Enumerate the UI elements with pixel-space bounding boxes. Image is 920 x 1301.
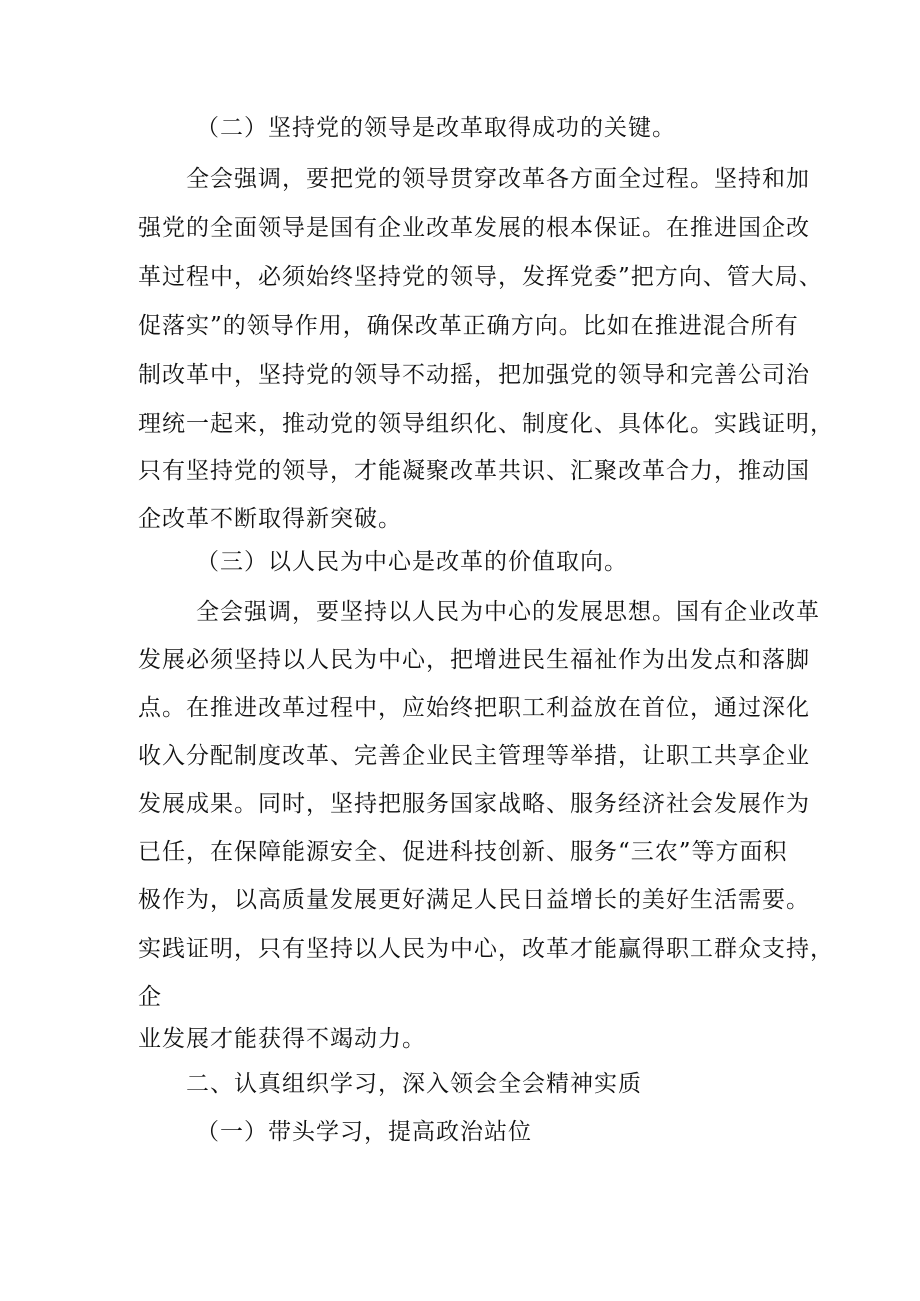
paragraph-line: 促落实”的领导作用，确保改革正确方向。比如在推进混合所有: [138, 313, 799, 339]
paragraph-line: 只有坚持党的领导，才能凝聚改革共识、汇聚改革合力，推动国: [138, 458, 810, 484]
paragraph-line: 发展必须坚持以人民为中心，把增进民生福祉作为出发点和落脚: [138, 647, 810, 673]
paragraph-line: 全会强调，要坚持以人民为中心的发展思想。国有企业改革: [196, 599, 820, 625]
paragraph-line: 收入分配制度改革、完善企业民主管理等举措，让职工共享企业: [138, 743, 810, 769]
paragraph-line: 实践证明，只有坚持以人民为中心，改革才能赢得职工群众支持，: [138, 936, 834, 962]
paragraph-line: 革过程中，必须始终坚持党的领导，发挥党委”把方向、管大局、: [138, 264, 823, 290]
paragraph-line: 业发展才能获得不竭动力。: [138, 1026, 426, 1052]
chapter-heading: 二、认真组织学习，深入领会全会精神实质: [186, 1071, 642, 1097]
paragraph-line: 全会强调，要把党的领导贯穿改革各方面全过程。坚持和加: [186, 166, 810, 192]
paragraph-line: 已任，在保障能源安全、促进科技创新、服务“三农”等方面积: [138, 839, 788, 865]
paragraph-line: 企改革不断取得新突破。: [138, 506, 402, 532]
paragraph-line: 理统一起来，推动党的领导组织化、制度化、具体化。实践证明，: [138, 411, 834, 437]
section-heading-3: （三）以人民为中心是改革的价值取向。: [196, 549, 628, 575]
paragraph-line: 点。在推进改革过程中，应始终把职工利益放在首位，通过深化: [138, 695, 810, 721]
paragraph-line: 制改革中，坚持党的领导不动摇，把加强党的领导和完善公司治: [138, 362, 810, 388]
section-heading-2: （二）坚持党的领导是改革取得成功的关键。: [196, 115, 676, 141]
section-heading-1: （一）带头学习，提高政治站位: [196, 1119, 532, 1145]
paragraph-line: 强党的全面领导是国有企业改革发展的根本保证。在推进国企改: [138, 215, 810, 241]
paragraph-line: 极作为，以高质量发展更好满足人民日益增长的美好生活需要。: [138, 887, 810, 913]
paragraph-line: 发展成果。同时，坚持把服务国家战略、服务经济社会发展作为: [138, 791, 810, 817]
paragraph-line: 企: [138, 984, 162, 1010]
